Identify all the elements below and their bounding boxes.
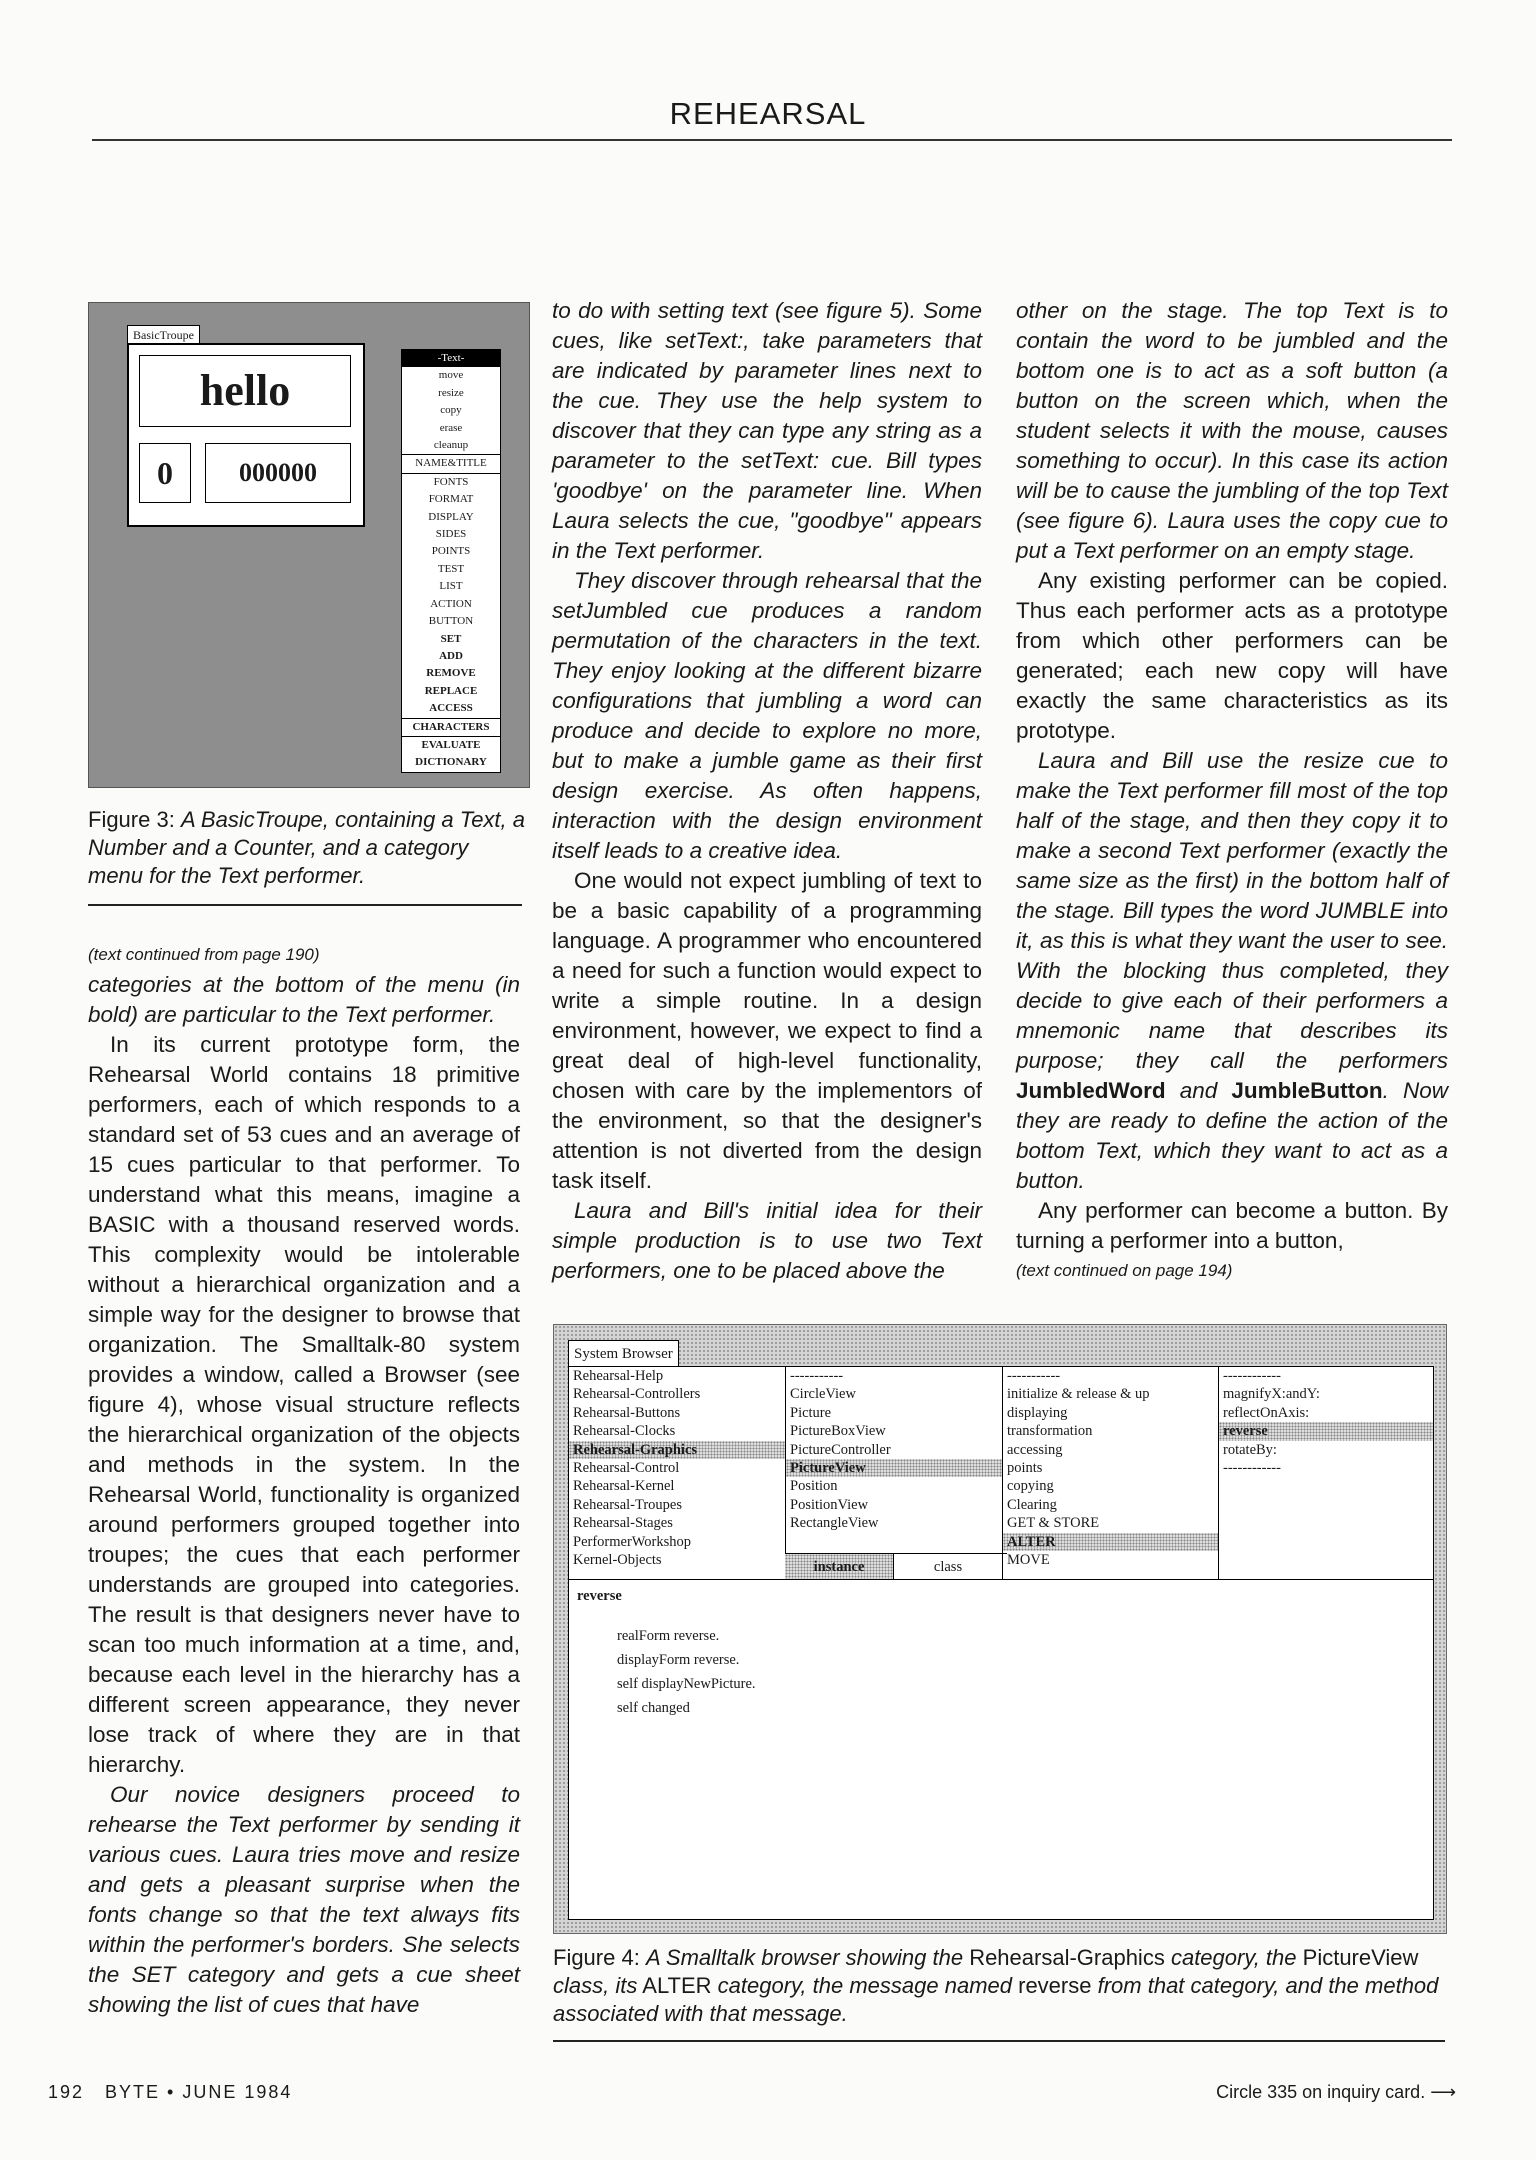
menu-category: DISPLAY xyxy=(428,510,474,523)
troupe-title-tab: BasicTroupe xyxy=(127,325,200,345)
paragraph: Any existing performer can be copied. Thus each performer acts as a prototype from which other performers can be generated; each new copy will have exactly the same characteristics as its prototype. xyxy=(1016,568,1448,743)
protocol-item: ----------- xyxy=(1007,1368,1061,1384)
menu-category: TEST xyxy=(437,562,465,575)
paragraph: Laura and Bill use the resize cue to make the Text performer fill most of the top half of the stage, and then they copy it to make a second Text performer (exactly the same size as the first) in the bottom half of the stage. Bill types the word JUMBLE into it, as this is what they want the user to see. With the blocking thus completed, they decide to give each of their performers a mnemonic name that describes its purpose; they call the performers JumbledWord and JumbleButton. Now they are ready to define the action of the bottom Text, which they want to act as a button. xyxy=(1016,748,1448,1193)
menu-category: EVALUATE xyxy=(421,738,481,751)
paragraph: Any performer can become a button. By turning a performer into a button, xyxy=(1016,1198,1448,1253)
class-item: Position xyxy=(790,1478,838,1495)
continued-from-note: (text continued from page 190) xyxy=(88,945,320,964)
message-item: ------------ xyxy=(1223,1460,1281,1477)
figure-4-image xyxy=(553,1324,1447,1934)
class-item: CircleView xyxy=(790,1386,856,1403)
protocol-item: accessing xyxy=(1007,1441,1063,1458)
category-item: Rehearsal-Stages xyxy=(573,1515,673,1532)
menu-category: FONTS xyxy=(433,475,469,488)
caption-text: A BasicTroupe, containing a Text, a Number and a Counter, and a category menu for the Text performer. xyxy=(88,807,526,888)
text-performer: hello xyxy=(139,355,351,427)
paragraph: categories at the bottom of the menu (in bold) are particular to the Text performer. xyxy=(88,972,520,1027)
menu-item: copy xyxy=(440,404,462,417)
menu-category: REPLACE xyxy=(424,684,478,697)
protocol-item: initialize & release & up xyxy=(1007,1386,1150,1403)
class-item: PictureBoxView xyxy=(790,1423,886,1440)
category-item: Rehearsal-Help xyxy=(573,1368,664,1384)
category-item: Rehearsal-Kernel xyxy=(573,1478,675,1495)
class-item: Picture xyxy=(790,1404,832,1421)
category-item: Rehearsal-Clocks xyxy=(573,1423,676,1440)
menu-item: resize xyxy=(438,386,464,399)
counter-performer: 000000 xyxy=(205,443,351,503)
browser-title-tab: System Browser xyxy=(568,1340,679,1368)
message-item: reverse xyxy=(1219,1422,1433,1440)
menu-category: ACCESS xyxy=(429,702,473,715)
class-item: ----------- xyxy=(790,1368,844,1384)
footer-folio: 192 BYTE • JUNE 1984 xyxy=(48,2082,293,2102)
running-header: REHEARSAL xyxy=(669,96,867,131)
figure-3-image xyxy=(88,302,530,788)
performer-name: JumbleButton xyxy=(1231,1078,1383,1103)
category-item: Rehearsal-Graphics xyxy=(569,1441,785,1459)
header-rule xyxy=(92,139,1452,141)
code-line: realForm reverse. xyxy=(617,1628,720,1644)
message-item: reflectOnAxis: xyxy=(1223,1404,1310,1421)
number-performer: 0 xyxy=(139,443,191,503)
class-toggle: class xyxy=(933,1559,963,1575)
menu-category: BUTTON xyxy=(428,615,474,628)
paragraph: They discover through rehearsal that the setJumbled cue produces a random permutation of the characters in the text. They enjoy looking at the different bizarre configurations that jumbling a word can produce and decide to explore no more, but to make a jumble game as their first design exercise. As often happens, interaction with the design environment itself leads to a creative idea. xyxy=(552,568,982,863)
instance-toggle: instance xyxy=(785,1554,894,1580)
method-body xyxy=(617,1624,756,1720)
code-line: self changed xyxy=(617,1700,690,1716)
figure-3-rule xyxy=(88,904,522,906)
class-item: PictureController xyxy=(790,1441,891,1458)
class-item: PositionView xyxy=(790,1496,869,1513)
class-item: RectangleView xyxy=(790,1515,879,1532)
message-item: magnifyX:andY: xyxy=(1223,1386,1320,1403)
category-item: Rehearsal-Control xyxy=(573,1460,680,1477)
protocol-item: GET & STORE xyxy=(1007,1515,1100,1532)
menu-category: SIDES xyxy=(435,528,467,541)
menu-category: LIST xyxy=(439,580,463,593)
category-item: PerformerWorkshop xyxy=(573,1533,692,1550)
protocol-item: displaying xyxy=(1007,1404,1068,1421)
code-line: displayForm reverse. xyxy=(617,1652,740,1668)
message-pane xyxy=(1219,1367,1433,1579)
protocol-pane xyxy=(1003,1367,1219,1579)
paragraph: Laura and Bill's initial idea for their simple production is to use two Text performers, one to be placed above the xyxy=(552,1198,982,1283)
footer-inquiry: Circle 335 on inquiry card. ⟶ xyxy=(1216,2082,1456,2102)
paragraph: other on the stage. The top Text is to contain the word to be jumbled and the bottom one is to act as a soft button (a button on the screen which, when the student selects it with the mouse, causes something to occur). In this case its action will be to cause the jumbling of the top Text (see figure 6). Laura uses the copy cue to put a Text performer on an empty stage. xyxy=(1016,298,1448,563)
column-1 xyxy=(88,940,520,2020)
category-item: Kernel-Objects xyxy=(573,1552,662,1569)
menu-item: move xyxy=(438,369,464,382)
paragraph: Our novice designers proceed to rehearse the Text performer by sending it various cues. Laura tries move and resize and gets a pleasant surprise when the fonts change so that the text always fits within the performer's borders. She selects the SET category and gets a cue sheet showing the list of cues that have xyxy=(88,1782,520,2017)
instance-class-toggle xyxy=(785,1553,1007,1580)
code-line: self displayNewPicture. xyxy=(617,1676,756,1692)
continued-on-note: (text continued on page 194) xyxy=(1016,1261,1233,1280)
category-menu xyxy=(401,349,501,773)
protocol-item: transformation xyxy=(1007,1423,1093,1440)
paragraph: In its current prototype form, the Rehearsal World contains 18 primitive performers, each of which responds to a standard set of 53 cues and an average of 15 cues particular to that performer. To understand what this means, imagine a BASIC with a thousand reserved words. This complexity would be intolerable without a hierarchical organization and a simple way for the designer to browse that organization. The Smalltalk-80 system provides a window, called a Browser (see figure 4), whose visual structure reflects the hierarchical organization of the objects and methods in the system. In the Rehearsal World, functionality is organized around performers grouped together into troupes; the cues that each performer understands are grouped into categories. The result is that designers never have to scan too much information at a time, and, because each level in the hierarchy has a different screen appearance, they never lose track of where they are in that hierarchy. xyxy=(88,1032,520,1777)
menu-category: POINTS xyxy=(431,545,471,558)
paragraph: One would not expect jumbling of text to be a basic capability of a programming language. A programmer who encountered a need for such a function would expect to write a simple routine. In a design environment, however, we expect to find a great deal of high-level functionality, chosen with care by the implementors of the environment, so that the designer's attention is not diverted from the design task itself. xyxy=(552,868,982,1193)
message-item: rotateBy: xyxy=(1223,1441,1277,1458)
category-item: Rehearsal-Controllers xyxy=(573,1386,701,1403)
system-browser-window xyxy=(568,1366,1434,1920)
protocol-item: Clearing xyxy=(1007,1496,1057,1513)
column-2 xyxy=(552,296,982,1286)
category-item: Rehearsal-Buttons xyxy=(573,1404,681,1421)
menu-item: cleanup xyxy=(433,439,469,452)
menu-category: NAME&TITLE xyxy=(402,454,500,473)
method-code-pane xyxy=(569,1579,1433,1920)
menu-category: ADD xyxy=(439,649,463,662)
menu-category: DICTIONARY xyxy=(415,756,487,769)
message-item: ------------ xyxy=(1223,1368,1281,1384)
caption-label: Figure 3: xyxy=(88,807,175,832)
category-item: Rehearsal-Troupes xyxy=(573,1496,682,1513)
troupe-window xyxy=(127,343,365,527)
class-item: PictureView xyxy=(786,1459,1002,1477)
menu-category: ACTION xyxy=(430,597,472,610)
column-3 xyxy=(1016,296,1448,1286)
protocol-item: MOVE xyxy=(1007,1552,1050,1569)
menu-category: SET xyxy=(440,632,462,645)
figure-4-rule xyxy=(553,2040,1445,2042)
protocol-item: copying xyxy=(1007,1478,1054,1495)
figure-4-caption: Figure 4: A Smalltalk browser showing the Rehearsal-Graphics category, the PictureView class, its ALTER category, the message named reverse from that category, and the method associated with that message. xyxy=(553,1945,1439,2026)
menu-category: REMOVE xyxy=(426,667,476,680)
menu-category: CHARACTERS xyxy=(402,718,500,737)
category-pane xyxy=(569,1367,786,1579)
protocol-item: points xyxy=(1007,1460,1043,1477)
protocol-item: ALTER xyxy=(1003,1533,1218,1551)
menu-item: erase xyxy=(439,421,463,434)
method-title: reverse xyxy=(577,1588,622,1604)
performer-name: JumbledWord xyxy=(1016,1078,1166,1103)
menu-category: FORMAT xyxy=(428,493,474,506)
figure-3-caption xyxy=(88,806,528,890)
paragraph: to do with setting text (see figure 5). Some cues, like setText:, take parameters that are indicated by parameter lines next to the cue. They use the help system to discover that they can type any string as a parameter to the setText: cue. Bill types 'goodbye' on the parameter line. When Laura selects the cue, "goodbye" appears in the Text performer. xyxy=(552,298,982,563)
class-pane xyxy=(786,1367,1003,1579)
menu-header: -Text- xyxy=(402,350,500,367)
